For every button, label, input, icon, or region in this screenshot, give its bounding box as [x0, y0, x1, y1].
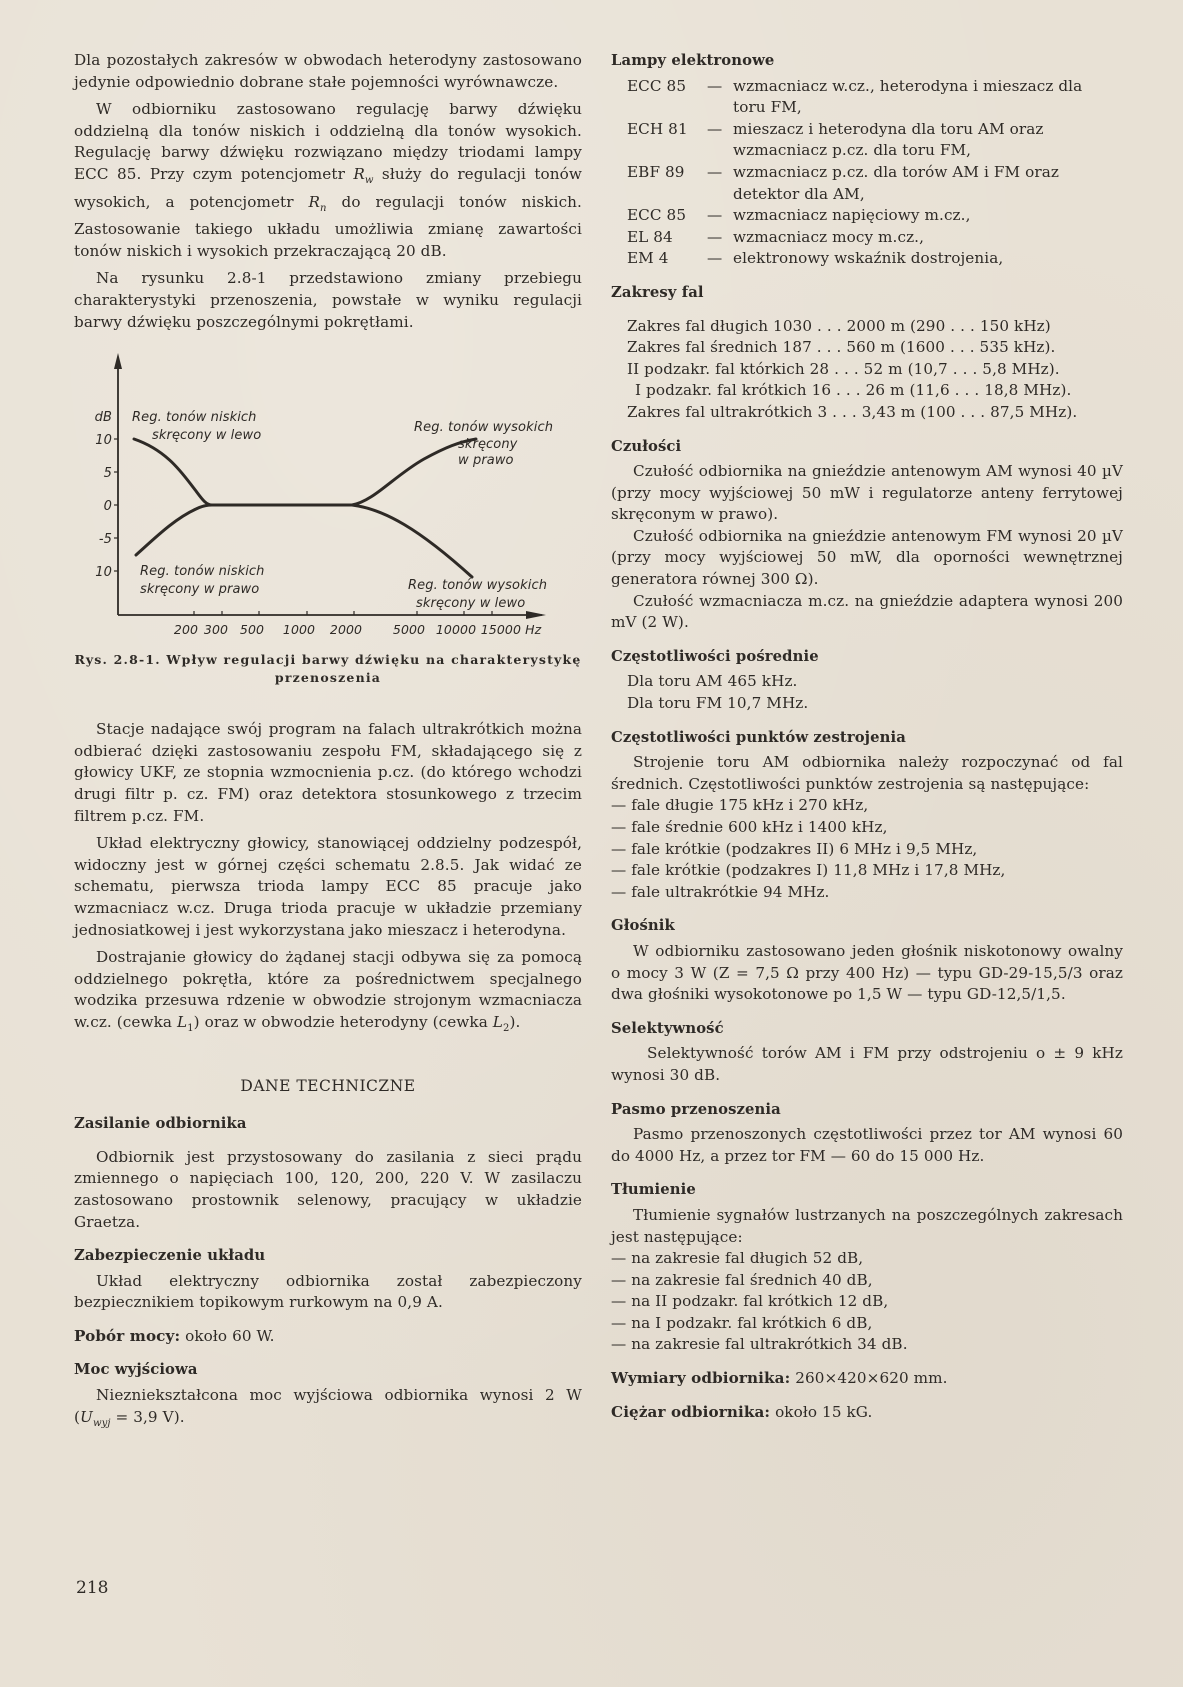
heading-selektywnosc: Selektywność — [611, 1019, 724, 1037]
paragraph-pasmo: Pasmo przenoszonych częstotliwości przez tor AM wynosi 60 do 4000 Hz, a przez tor FM — 60 do 15 000 Hz. — [611, 1125, 1123, 1165]
svg-text:skręcony w lewo: skręcony w lewo — [416, 596, 526, 612]
paragraph-zestrojenie: Strojenie toru AM odbiornika należy rozpoczynać od fal średnich. Częstotliwości punktów zestrojenia są następujące: — [611, 753, 1123, 793]
left-column — [74, 50, 582, 1434]
svg-text:Reg. tonów wysokich: Reg. tonów wysokich — [408, 578, 548, 594]
svg-text:0: 0 — [103, 499, 112, 515]
chart-svg — [74, 351, 582, 651]
lamp-item: EM 4 — elektronowy wskaźnik dostrojenia, — [627, 249, 1004, 268]
heading-lampy: Lampy elektronowe — [611, 52, 775, 69]
paragraph-czulosc-am: Czułość odbiornika na gnieździe antenowym AM wynosi 40 µV (przy mocy wyjściowej 50 mW i regulatorze anteny ferrytowej skręconym w prawo). — [611, 462, 1123, 524]
heading-zakresy: Zakresy fal — [611, 283, 704, 301]
paragraph-stacje: Stacje nadające swój program na falach ultrakrótkich można odbierać dzięki zastosowaniu zespołu FM, składającego się z głowicy UKF, ze stopnia wzmocnienia p.cz. (do którego wchodzi drugi filtr p. cz. FM) oraz detektora stosunkowego z trzecim filtrem p.cz. FM. — [74, 720, 582, 825]
paragraph-glowica: Układ elektryczny głowicy, stanowiącej oddzielny podzespół, widoczny jest w górnej części schematu 2.8.5. Jak widać ze schematu, pierwsza trioda lampy ECC 85 pracuje jako wzmacniacz w.cz. Druga trioda pracuje w układzie przemiany jednosiatkowej i jest wykorzystana jako mieszacz i heterodyna. — [74, 834, 582, 939]
svg-text:2000: 2000 — [329, 622, 363, 638]
svg-text:skręcony w lewo: skręcony w lewo — [152, 428, 262, 444]
lamp-item: ECH 81 — mieszacz i heterodyna dla toru AM oraz — [627, 119, 1044, 138]
svg-text:15000 Hz: 15000 Hz — [480, 622, 542, 638]
svg-text:-5: -5 — [98, 532, 112, 548]
svg-text:dB: dB — [94, 410, 112, 426]
svg-text:Reg. tonów wysokich: Reg. tonów wysokich — [414, 420, 554, 436]
zakresy-list: Zakres fal długich 1030 . . . 2000 m (290 . . . 150 kHz) Zakres fal średnich 187 . . . 560 m (1600 . . . 535 kHz). II podzakr. fal którkich 28 . . . 52 m (10,7 . . . 5,8 MHz). I podzakr. fal krótkich 16 . . . 26 m (11,6 . . . 18,8 MHz). Zakres fal ultrakrótkich 3 . . . 3,43 m (100 . . . 87,5 MHz). — [627, 316, 1078, 421]
paragraph-czulosc-mcz: Czułość wzmacniacza m.cz. na gnieździe adaptera wynosi 200 mV (2 W). — [611, 591, 1123, 632]
frequency-response-chart — [74, 351, 582, 651]
heading-pasmo: Pasmo przenoszenia — [611, 1100, 781, 1118]
heading-zestrojenie: Częstotliwości punktów zestrojenia — [611, 728, 906, 746]
svg-text:1000: 1000 — [282, 622, 316, 638]
heading-zasilanie: Zasilanie odbiornika — [74, 1115, 247, 1133]
svg-text:500: 500 — [239, 622, 265, 638]
paragraph-zasilanie: Odbiornik jest przystosowany do zasilania z sieci prądu zmiennego o napięciach 100, 120, 200, 220 V. W zasilaczu zastosowano prostownik selenowy, pracujący w układzie Graetza. — [74, 1147, 582, 1231]
paragraph-glosnik: W odbiorniku zastosowano jeden głośnik niskotonowy owalny o mocy 3 W (Z = 7,5 Ω przy 400 Hz) — typu GD-29-15,5/3 oraz dwa głośniki wysokotonowe po 1,5 W — typu GD-12,5/1,5. — [611, 941, 1123, 1004]
svg-text:10: 10 — [95, 433, 112, 449]
paragraph-rysunek: Na rysunku 2.8-1 przedstawiono zmiany przebiegu charakterystyki przenoszenia, powstałe w wyniku regulacji barwy dźwięku poszczególnymi pokrętłami. — [74, 269, 582, 331]
lampy-list: ECC 85 — wzmacniacz w.cz., heterodyna i mieszacz dla toru FM, ECH 81 — mieszacz i heterodyna dla toru AM oraz wzmacniacz p.cz. dla toru FM, EBF 89 — wzmacniacz p.cz. dla torów AM i FM oraz detektor dla AM, ECC 85 — wzmacniacz napięciowy m.cz., EL 84 — wzmacniacz mocy m.cz., EM 4 — elektronowy wskaźnik dostrojenia, — [611, 76, 1123, 270]
paragraph-selektywnosc: Selektywność torów AM i FM przy odstrojeniu o ± 9 kHz wynosi 30 dB. — [611, 1044, 1123, 1084]
svg-text:10: 10 — [95, 565, 112, 581]
paragraph-dostrajanie: Dostrajanie głowicy do żądanej stacji odbywa się za pomocą oddzielnego pokrętła, które za pośrednictwem specjalnego wodzika przesuwa rdzenie w obwodzie strojonym wzmacniacza w.cz. (cewka $L_1$) oraz w obwodzie heterodyny (cewka $L_2$). — [74, 948, 582, 1034]
heading-tlumienie: Tłumienie — [611, 1181, 696, 1199]
curve-bass-left-treble-right — [134, 439, 476, 505]
lamp-item: ECC 85 — wzmacniacz w.cz., heterodyna i mieszacz dla — [627, 76, 1083, 95]
paragraph-czulosc-fm: Czułość odbiornika na gnieździe antenowym FM wynosi 20 µV (przy mocy wyjściowej 50 mW, dla oporności wewnętrznej generatora równej 300 Ω). — [611, 526, 1123, 589]
tlumienie-list: — na zakresie fal długich 52 dB, — na zakresie fal średnich 40 dB, — na II podzakr. fal krótkich 12 dB, — na I podzakr. fal krótkich 6 dB, — na zakresie fal ultrakrótkich 34 dB. — [611, 1249, 908, 1354]
svg-text:skręcony w prawo: skręcony w prawo — [140, 582, 260, 598]
heading-moc: Moc wyjściowa — [74, 1361, 198, 1379]
y-axis-arrow-icon — [114, 353, 122, 369]
paragraph-tlumienie: Tłumienie sygnałów lustrzanych na poszczególnych zakresach jest następujące: — [611, 1205, 1123, 1246]
svg-text:w prawo: w prawo — [458, 453, 514, 469]
czestotliwosc-fm: Dla toru FM 10,7 MHz. — [627, 694, 809, 713]
page-number: 218 — [76, 1578, 109, 1598]
svg-text:300: 300 — [203, 622, 229, 638]
svg-text:5000: 5000 — [392, 622, 426, 638]
pobor-mocy: Pobór mocy: około 60 W. — [74, 1326, 275, 1345]
heading-czulosci: Czułości — [611, 437, 682, 455]
wymiary: Wymiary odbiornika: 260×420×620 mm. — [611, 1369, 948, 1388]
right-column — [611, 50, 1123, 1423]
paragraph-heterodyna: Dla pozostałych zakresów w obwodach heterodyny zastosowano jedynie odpowiednio dobrane stałe pojemności wyrównawcze. — [74, 51, 582, 91]
svg-text:5: 5 — [103, 466, 112, 482]
paragraph-regulacja: W odbiorniku zastosowano regulację barwy dźwięku oddzielną dla tonów niskich i oddzielną dla tonów wysokich. Regulację barwy dźwięku rozwiązano między triodami lampy ECC 85. Przy czym potencjometr $R_w$ służy do regulacji tonów wysokich, a potencjometr $R_n$ do regulacji tonów niskich. Zastosowanie takiego układu umożliwia zmianę zawartości tonów niskich i wysokich przekraczającą 20 dB. — [74, 100, 582, 260]
section-title: DANE TECHNICZNE — [240, 1076, 416, 1095]
paragraph-moc: Niezniekształcona moc wyjściowa odbiornika wynosi 2 W ($U_{wyj} = 3,9$ V). — [74, 1386, 582, 1429]
lamp-item: ECC 85 — wzmacniacz napięciowy m.cz., — [627, 206, 971, 225]
lamp-item: EL 84 — wzmacniacz mocy m.cz., — [627, 227, 925, 246]
svg-text:Reg. tonów niskich: Reg. tonów niskich — [132, 410, 257, 426]
czestotliwosc-am: Dla toru AM 465 kHz. — [627, 672, 798, 691]
svg-text:200: 200 — [173, 622, 199, 638]
heading-zabezpieczenie: Zabezpieczenie układu — [74, 1247, 266, 1265]
svg-text:skręcony: skręcony — [458, 437, 518, 453]
heading-czestotliwosci: Częstotliwości pośrednie — [611, 647, 819, 665]
svg-text:Reg. tonów niskich: Reg. tonów niskich — [140, 564, 265, 580]
paragraph-zabezpieczenie: Układ elektryczny odbiornika został zabezpieczony bezpiecznikiem topikowym rurkowym na 0,9 A. — [74, 1271, 582, 1312]
figure-caption: Rys. 2.8-1. Wpływ regulacji barwy dźwięku na charakterystykę przenoszenia — [74, 652, 582, 686]
zestrojenie-list: — fale długie 175 kHz i 270 kHz, — fale średnie 600 kHz i 1400 kHz, — fale krótkie (podzakres II) 6 MHz i 9,5 MHz, — fale krótkie (podzakres I) 11,8 MHz i 17,8 MHz, — fale ultrakrótkie 94 MHz. — [611, 796, 1006, 901]
lamp-item: EBF 89 — wzmacniacz p.cz. dla torów AM i FM oraz — [627, 162, 1059, 181]
svg-text:10000: 10000 — [435, 622, 477, 638]
x-axis-arrow-icon — [526, 611, 546, 619]
heading-glosnik: Głośnik — [611, 917, 675, 935]
ciezar: Ciężar odbiornika: około 15 kG. — [611, 1402, 873, 1421]
